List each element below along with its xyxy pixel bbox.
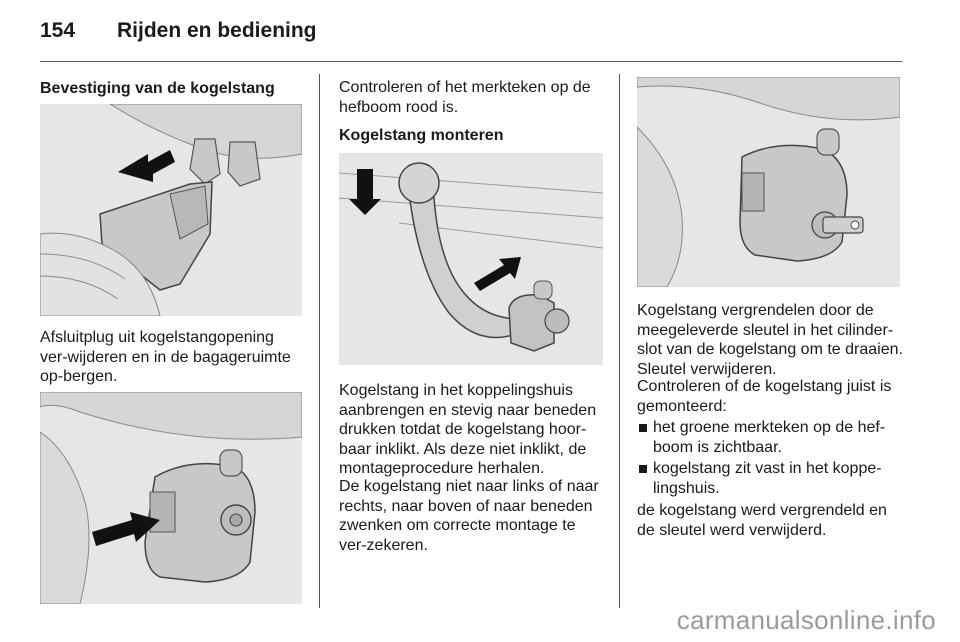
watermark: carmanualsonline.info: [676, 605, 936, 635]
list-item-text: kogelstang zit vast in het koppe-lingshuis.: [653, 460, 882, 497]
list-item: [637, 459, 900, 498]
column-divider-2: [619, 74, 620, 608]
section-heading-bevestiging: Bevestiging van de kogelstang: [40, 80, 275, 97]
paragraph-lock-with-key: Kogelstang vergrendelen door de meegeleverde sleutel in het cilinder-slot van de kogelstang om te draaien. Sleutel verwijderen.: [637, 302, 903, 378]
bullet-square-icon: [639, 465, 647, 473]
bullet-square-icon: [639, 424, 647, 432]
paragraph-locked-key-removed: de kogelstang werd vergrendeld en de sleutel werd verwijderd.: [637, 502, 887, 539]
paragraph-remove-plug: Afsluitplug uit kogelstangopening ver-wijderen en in de bagageruimte op-bergen.: [40, 329, 291, 385]
list-item: [637, 418, 900, 457]
page-title: Rijden en bediening: [117, 19, 317, 42]
section-heading-monteren: Kogelstang monteren: [339, 127, 504, 144]
illustration-mount-ball: [339, 153, 603, 365]
header-divider: [40, 61, 902, 62]
paragraph-check-mounted: Controleren of de kogelstang juist is gemonteerd:: [637, 378, 892, 415]
illustration-remove-plug: [40, 104, 302, 316]
list-item-text: het groene merkteken op de hef-boom is zichtbaar.: [653, 419, 886, 456]
checklist: [637, 418, 900, 498]
paragraph-check-red-mark: Controleren of het merkteken op de hefboom rood is.: [339, 79, 591, 116]
page-number: 154: [40, 19, 76, 42]
column-divider-1: [319, 74, 320, 608]
paragraph-no-swivel: De kogelstang niet naar links of naar rechts, naar boven of naar beneden zwenken om correcte montage te ver-zekeren.: [339, 478, 599, 554]
illustration-lock-key: [637, 77, 900, 287]
illustration-insert-housing: [40, 392, 302, 604]
paragraph-mount-instructions: Kogelstang in het koppelingshuis aanbrengen en stevig naar beneden drukken totdat de kogelstang hoor-baar inklikt. Als deze niet inklikt, de montageprocedure herhalen.: [339, 382, 597, 477]
